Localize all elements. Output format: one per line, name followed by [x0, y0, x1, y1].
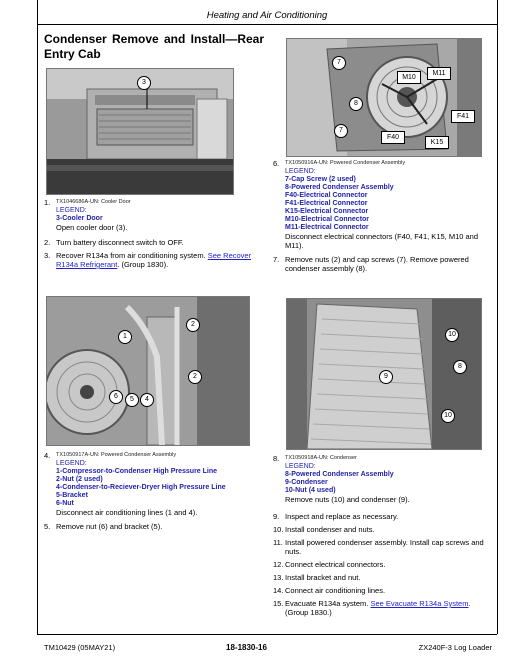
- step-11: 11. Install powered condenser assembly. Install cap screws and nuts.: [273, 538, 484, 556]
- callout-1: 1: [118, 330, 132, 344]
- step-1-number: 1.: [44, 198, 51, 207]
- fig2-legend-item: K15-Electrical Connector: [285, 208, 369, 215]
- photo-cooler-door: [46, 68, 234, 195]
- header-rule: [37, 24, 497, 25]
- fig4-caption: TX1050918A-UN: Condenser: [285, 455, 357, 461]
- fig2-legend-item: M10-Electrical Connector: [285, 216, 370, 223]
- fig3-legend-item: 6-Nut: [56, 500, 74, 507]
- footer-doc-id: TM10429 (05MAY21): [44, 643, 116, 652]
- callout-7-top: 7: [332, 56, 346, 70]
- callout-6: 6: [109, 390, 123, 404]
- callout-2-bottom: 2: [188, 370, 202, 384]
- page-header: Heating and Air Conditioning: [206, 10, 328, 21]
- callout-3: 3: [137, 76, 151, 90]
- fig4-legend-item: 8-Powered Condenser Assembly: [285, 471, 394, 478]
- fig2-legend-item: F40-Electrical Connector: [285, 192, 368, 199]
- fig3-legend-item: 2-Nut (2 used): [56, 476, 103, 483]
- fig4-after-text: Remove nuts (10) and condenser (9).: [285, 495, 410, 504]
- callout-2-top: 2: [186, 318, 200, 332]
- step-15: 15. Evacuate R134a system. See Evacuate R134a System. (Group 1830.): [273, 599, 471, 617]
- fig4-legend-item: 10-Nut (4 used): [285, 487, 336, 494]
- fig2-legend-item: M11-Electrical Connector: [285, 224, 369, 231]
- footer-page-number: 18-1830-16: [226, 643, 267, 652]
- fig4-legend-item: 9-Condenser: [285, 479, 328, 486]
- fig3-text-block: 4. TX1050917A-UN: Powered Condenser Assembly LEGEND: 1-Compressor-to-Condenser High Pressure Line 2-Nut (2 used) 4-Condenser-to-Reciever-Dryer High Pressure Line 5-Bracket 6-Nut Disconnect air conditioning lines (1 and 4).: [44, 451, 264, 519]
- callout-f40: F40: [381, 131, 405, 144]
- fig1-caption: TX1046686A-UN: Cooler Door: [56, 199, 131, 205]
- fig3-caption: TX1050917A-UN: Powered Condenser Assembly: [56, 452, 177, 458]
- fig2-legend-item: F41-Electrical Connector: [285, 200, 368, 207]
- fig2-legend-title: LEGEND:: [285, 168, 316, 175]
- callout-4: 4: [140, 393, 154, 407]
- step-5: 5. Remove nut (6) and bracket (5).: [44, 522, 163, 531]
- fig2-after-text: Disconnect electrical connectors (F40, F41, K15, M10 and M11).: [285, 232, 479, 250]
- photo-powered-condenser-assembly-2: [46, 296, 250, 446]
- step-9: 9. Inspect and replace as necessary.: [273, 512, 399, 521]
- callout-7-bottom: 7: [334, 124, 348, 138]
- fig3-after-text: Disconnect air conditioning lines (1 and 4).: [56, 508, 198, 517]
- fig2-legend-item: 7-Cap Screw (2 used): [285, 176, 356, 183]
- fig4-text-block: 8. TX1050918A-UN: Condenser LEGEND: 8-Powered Condenser Assembly 9-Condenser 10-Nut (4 used) Remove nuts (10) and condenser (9).: [273, 454, 493, 506]
- step-14: 14. Connect air conditioning lines.: [273, 586, 386, 595]
- callout-f41: F41: [451, 110, 475, 123]
- callout-10-top: 10: [445, 328, 459, 342]
- step-13: 13. Install bracket and nut.: [273, 573, 361, 582]
- fig1-legend-title: LEGEND:: [56, 207, 87, 214]
- fig3-legend-item: 1-Compressor-to-Condenser High Pressure Line: [56, 468, 218, 475]
- step-12: 12. Connect electrical connectors.: [273, 560, 386, 569]
- callout-k15: K15: [425, 136, 449, 149]
- step-2: 2. Turn battery disconnect switch to OFF.: [44, 238, 184, 247]
- footer-rule: [37, 634, 497, 635]
- footer-model: ZX240F-3 Log Loader: [418, 643, 492, 652]
- fig3-legend-item: 5-Bracket: [56, 492, 88, 499]
- callout-8: 8: [349, 97, 363, 111]
- fig4-legend-title: LEGEND:: [285, 463, 316, 470]
- fig3-legend-title: LEGEND:: [56, 460, 87, 467]
- evacuate-r134a-link[interactable]: See Evacuate R134a System: [370, 599, 469, 608]
- page-frame-right: [497, 0, 498, 634]
- callout-8: 8: [453, 360, 467, 374]
- step-3: 3. Recover R134a from air conditioning system. See Recover R134a Refrigerant. (Group 1830).: [44, 251, 252, 269]
- callout-m11: M11: [427, 67, 451, 80]
- callout-10-bottom: 10: [441, 409, 455, 423]
- callout-m10: M10: [397, 71, 421, 84]
- fig2-caption: TX1050916A-UN: Powered Condenser Assembly: [285, 160, 406, 166]
- photo-condenser: [286, 298, 482, 450]
- fig1-after-text: Open cooler door (3).: [56, 223, 128, 232]
- page-frame-left: [37, 0, 38, 634]
- fig2-text-block: 6. TX1050916A-UN: Powered Condenser Assembly LEGEND: 7-Cap Screw (2 used) 8-Powered Condenser Assembly F40-Electrical Connector F41-Electrical Connector K15-Electrical Connector M10-Electrical Connector M11-Electrical Connector Disconnect electrical connectors (F40, F41, K15, M10 and M11).: [273, 159, 493, 247]
- fig2-legend-item: 8-Powered Condenser Assembly: [285, 184, 394, 191]
- callout-5: 5: [125, 393, 139, 407]
- step-7: 7. Remove nuts (2) and cap screws (7). Remove powered condenser assembly (8).: [273, 255, 469, 273]
- callout-9: 9: [379, 370, 393, 384]
- section-title: Condenser Remove and Install—Rear Entry Cab: [44, 32, 264, 61]
- fig3-legend-item: 4-Condenser-to-Reciever-Dryer High Pressure Line: [56, 484, 226, 491]
- step-10: 10. Install condenser and nuts.: [273, 525, 375, 534]
- recover-r134a-link[interactable]: See Recover R134a Refrigerant: [56, 251, 252, 269]
- fig1-legend-item: 3-Cooler Door: [56, 215, 103, 222]
- photo-powered-condenser-assembly-1: [286, 38, 482, 157]
